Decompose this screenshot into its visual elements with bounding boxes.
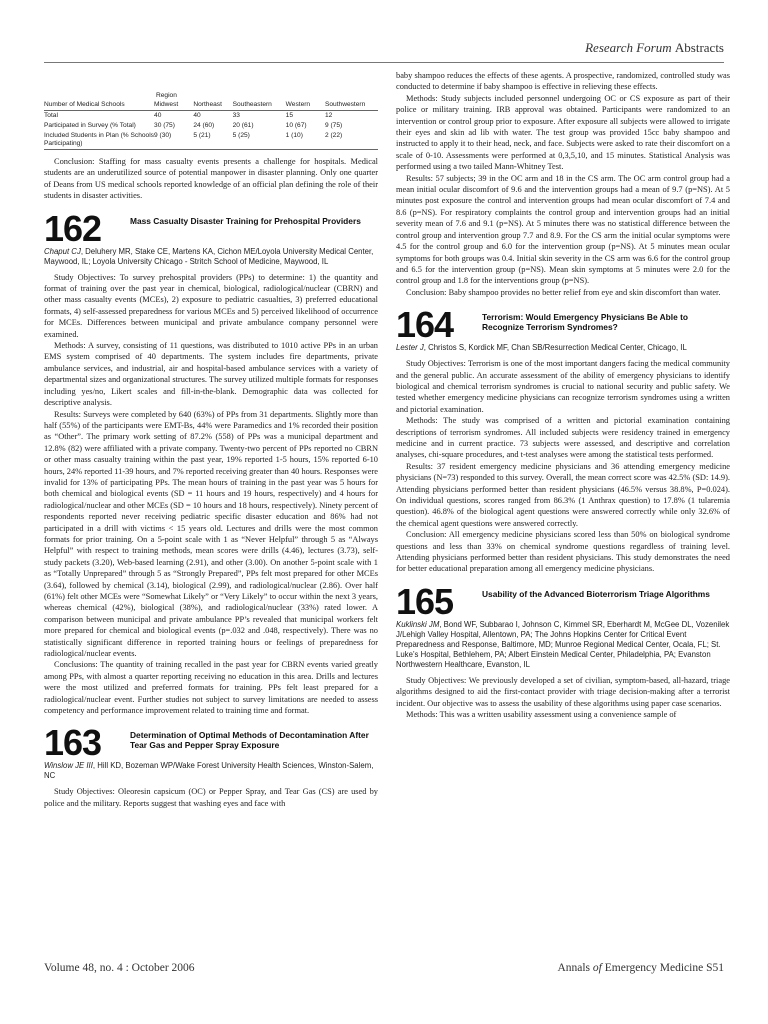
footer-page-number: S51 (706, 962, 724, 974)
table-header-row (44, 100, 378, 111)
abstract-165-coauthors: , Bond WF, Subbarao I, Johnson C, Kimmel SR, Eberhardt M, McGee DL, Vozenilek J/Lehigh Valley Hospital, Allentown, PA; The Johns Hopkins Center for Critical Event Preparedness and Response, Baltimore, MD; Munroe Regional Medical Center, Ocala, FL; St. Luke’s Hospital, Bethlehem, PA; Albert Einstein Medical Center, Philadelphia, PA; Evanston Northwestern Healthcare, Evanston, IL (396, 619, 730, 669)
medical-schools-table (44, 92, 378, 152)
abstract-162-methods: Methods: A survey, consisting of 11 questions, was distributed to 1010 active PPs in an urban EMS system comprised of 40 departments. The system includes fire departments, private ambulance services, and industrial, air and hospital-based ambulance services with a variety of departmental sizes and organizational structures. The survey utilized multiple formats for responses including yes/no, Likert scales and fill-in-the-blank. Demographic data was collected for descriptive analysis. (44, 341, 378, 408)
abstract-164-methods: Methods: The study was comprised of a written and pictorial examination containing descriptions of terrorism syndromes. All included subjects were residency trained in emergency medicine and in current practice. 73 subjects were assessed, and descriptive and correlation analyses, chi-square procedures, and t-test analyses were among the statistical tests performed. (396, 416, 730, 460)
table-header-cell: Western (285, 101, 311, 108)
footer-volume: Volume 48, no. 4 : October 2006 (44, 962, 195, 974)
header-rule (44, 62, 724, 63)
table-cell: 5 (25) (232, 132, 250, 139)
abstract-163-head (44, 722, 378, 764)
running-head-italic: Research Forum (585, 40, 672, 55)
footer-journal-of: of (592, 962, 602, 974)
running-head (585, 40, 724, 56)
abstract-165-authors (396, 620, 730, 670)
abstract-165-head (396, 580, 730, 622)
abstract-165-lead-author: Kuklinski JM (396, 619, 440, 629)
table-row (44, 121, 378, 131)
table-header-cell: Midwest (154, 101, 179, 108)
table-cell: Participated in Survey (% Total) (44, 122, 136, 129)
abstract-164-number: 164 (396, 304, 454, 346)
abstract-163-objectives: Study Objectives: Oleoresin capsicum (OC) or Pepper Spray, and Tear Gas (CS) are used by police and the military. Reports suggest that washing eyes and face with (44, 787, 378, 808)
abstract-162-number: 162 (44, 207, 102, 249)
table-header-cell: Southwestern (324, 101, 366, 108)
abstract-163-lead-author: Winslow JE III (44, 761, 93, 771)
abstract-164-objectives: Study Objectives: Terrorism is one of the most important dangers facing the medical community and the general public. An accurate assessment of the ability of emergency physicians to identify biological and chemical terrorism syndromes is crucial to national security and public safety. We tested whether emergency medicine physicians can recognize terrorism syndromes using a written and pictorial examination. (396, 359, 730, 414)
table-cell: 30 (75) (154, 122, 175, 129)
abstract-162-results: Results: Surveys were completed by 640 (63%) of PPs from 31 departments. Slightly more than half (55%) of the participants were EMT-Bs, 44% were Paramedics and 1% recorded their position as “Other”. The primary work setting of 87.2% (558) of PPs was a municipal department and 12.8% (82) were affiliated with a private company. Twenty-two percent of PPs reported no CBRN or other mass casualty training within the past year, 19% reported 1-5 hours, 15% reported 6-10 hours, 24% reported 11-39 hours, and 7% reported receiving greater than 40 hours. Responses were invalid for 13% of participating PPs. The mean hours of training in the past year was 5 hours for both chemical and biological events (SD = 11 hours and 19 hours, respectively) and 4 hours for radiological/nuclear and other MCEs (SD = 10 hours and 18 hours, respectively). Ninety percent of respondents reported never receiving pediatric specific disaster education and 86% had not participated in a drill with victims < 15 years old. Lectures and drills were the most common formats for prior training. On a 5-point scale with 1 as “Never Helpful” through 5 as “Always Helpful” with respect to training methods, mean scores were drills (4.46), lectures (3.73), self-study packets (3.20), Web-based learning (2.91), and other (3.00). On another 5-point scale with 1 as “Totally Unprepared” through 5 as “Strongly Prepared”, PPs felt most prepared for other MCEs (3.64), followed by chemical (3.14), biological (2.99), and radiological/nuclear (2.86). Over half (61%) felt other MCEs were “Somewhat Likely” or “Very Likely” to occur within the next 3 years, whereas chemical (42%), biological (38%), and radiological/nuclear (33%) rated lower. A comparison between municipal and private ambulance PP’s revealed that municipal workers felt more prepared for chemical and biological events (p=.032 and .048, respectively). There was no statistically significant difference in reported training hours or feelings of preparedness for radiological/nuclear events. (44, 409, 378, 659)
table-cell: 5 (21) (193, 132, 211, 139)
table-row (44, 131, 378, 149)
abstract-163-number: 163 (44, 722, 102, 764)
table-bottom-rule (44, 149, 378, 152)
abstract-164-coauthors: , Christos S, Kordick MF, Chan SB/Resurrection Medical Center, Chicago, IL (423, 343, 687, 353)
abstract-163-results: Results: 57 subjects; 39 in the OC arm and 18 in the CS arm. The OC arm control group had a mean initial ocular discomfort of 9.6 and the intervention groups had a mean of 9.7 (p=NS). At 5 minutes post exposure the control and intervention groups had mean ocular discomfort of 7.4 and 8.6 (p=NS). For respiratory complaints the control group and intervention groups had an initial severity mean of 7.6 and 9.1 (p=NS). At 5 minutes there was no statistical difference between the control group and intervention group 7.7 and 8.9. For the CS arm the initial ocular symptoms were 4.5 for the control group and 6.0 for the intervention group (p=NS). At 5 minutes mean ocular symptoms for both groups was 0.4. Initial skin severity in the CS arm was 6.6 for the control group and 6.5 for the intervention group (p=NS). Mean skin symptoms at 5 minutes were 2.0 for the control group and 1.8 for the interventions group (p=NS). (396, 173, 730, 286)
abstract-161-conclusion: Conclusion: Staffing for mass casualty events presents a challenge for hospitals. Medical students are an underutilized source of potential manpower in disaster planning. Only one quarter of Deans from US medical schools reported knowledge of an official plan defining the role of their students in disaster activities. (44, 157, 378, 201)
table-cell: 9 (75) (324, 122, 343, 129)
abstract-164-results: Results: 37 resident emergency medicine physicians and 36 attending emergency medicine physicians (N=73) responded to this survey. Overall, the mean correct score was 42.5% (SD: 14.9). Attending physicians performed better than resident physicians (46.5% versus 38.8%, P=0.024). On individual questions, scores ranged from 86.3% (1 Anthrax question) to 17.8% (1 tularemia question). 46.8% of the biological agent questions were answered correctly while only 32.6% of the chemical agent questions were answered correctly. (396, 461, 730, 528)
table-cell: Included Students in Plan (% Schools Participating) (44, 132, 154, 147)
table-cell: 24 (60) (193, 122, 215, 129)
abstract-162-title: Mass Casualty Disaster Training for Prehospital Providers (130, 215, 361, 226)
table-cell: 2 (22) (324, 132, 343, 139)
left-column (44, 70, 378, 809)
running-head-plain: Abstracts (674, 40, 724, 55)
abstract-163-authors (44, 761, 378, 781)
table-cell: 1 (10) (285, 132, 303, 139)
table-cell: 40 (193, 112, 201, 119)
abstract-163-coauthors: , Hill KD, Bozeman WP/Wake Forest University Health Sciences, Winston-Salem, NC (44, 761, 374, 781)
abstract-165-number: 165 (396, 580, 454, 622)
abstract-162-authors (44, 247, 378, 267)
table-cell: 10 (67) (285, 122, 307, 129)
table-cell: Total (44, 112, 58, 119)
abstract-165-methods: Methods: This was a written usability assessment using a convenience sample of (406, 710, 677, 720)
footer-journal (557, 962, 724, 974)
abstract-163-methods: Methods: Study subjects included personnel undergoing OC or CS exposure as part of their police or military training. IRB approval was obtained. Participants were randomized to an intervention or control group prior to exposure. After exposure all subjects were allowed to irrigate their eyes and skin ad lib with water. The test group was provided 15cc baby shampoo and instructed to apply it to their head, neck, and face. Subjects were asked to rate their discomfort on a scale of 0-10. Assessments were performed at 0,3,5,10, and 15 minutes. Statistical Analysis was performed using a two tailed Mann-Whitney Test. (396, 93, 730, 172)
right-column (396, 70, 730, 720)
table-cell: 12 (324, 112, 333, 119)
table-header-cell: Northeast (193, 101, 222, 108)
abstract-163-conclusion: Conclusion: Baby shampoo provides no better relief from eye and skin discomfort than water. (406, 287, 721, 297)
footer-journal-name-b: Emergency Medicine (604, 962, 704, 974)
table-cell: 33 (232, 112, 240, 119)
abstract-162-lead-author: Chaput CJ (44, 246, 81, 256)
abstract-163-objectives-continued: baby shampoo reduces the effects of these agents. A prospective, randomized, controlled study was conducted to determine if baby shampoo is effective in relieving these effects. (396, 71, 730, 92)
abstract-164-head (396, 304, 730, 346)
table-row (44, 111, 378, 121)
abstract-162-objectives: Study Objectives: To survey prehospital providers (PPs) to determine: 1) the quantity and format of training over the past year in chemical, biological, radiological/nuclear (CBRN) and other mass casualty events (MCEs), 2) exposure to pediatric casualties, 3) preferred educational formats, 4) self-assessed preparedness for various MCEs and 5) perceived likelihood of occurrence for MCEs. Differences between municipal and private ambulance company personnel were examined. (44, 272, 378, 339)
table-cell: 40 (154, 112, 162, 119)
abstract-162-conclusions: Conclusions: The quantity of training recalled in the past year for CBRN events varied greatly among PPs, with almost a quarter reporting receiving no education in this area. Drills and lectures were the most utilized and preferred formats for training. PPs felt least prepared for a radiological/nuclear event. Further studies not subject to survey limitations are needed to assess competency and performance improvement related to training time and format. (44, 660, 378, 716)
footer-journal-name-a: Annals (557, 962, 591, 974)
table-cell: 15 (285, 112, 294, 119)
abstract-163 (44, 722, 378, 809)
abstract-162-coauthors: , Deluhery MR, Stake CE, Martens KA, Cichon ME/Loyola University Medical Center, Maywood, IL; Loyola University Chicago - Stritch School of Medicine, Maywood, IL (44, 246, 374, 266)
abstract-164-authors (396, 343, 730, 353)
table-region-label: Region (156, 92, 177, 99)
abstract-165-objectives: Study Objectives: We previously developed a set of civilian, symptom-based, all-hazard, triage algorithms designed to aid the first-contact provider with triage decision-making after a terrorist incident. Our objective was to assess the usability of these algorithms using paper case scenarios. (396, 675, 730, 708)
abstract-162 (44, 207, 378, 717)
abstract-163-title: Determination of Optimal Methods of Decontamination After Tear Gas and Pepper Spray Exposure (130, 730, 369, 751)
abstract-164-conclusion: Conclusion: All emergency medicine physicians scored less than 50% on biological syndrome questions and less than 33% on chemical syndrome questions regardless of training level. Attending physicians performed better than resident physicians. This study demonstrates the need for better educational preparation among all emergency medicine physicians. (396, 530, 730, 574)
table-cell: 20 (61) (232, 122, 254, 129)
abstract-165-title: Usability of the Advanced Bioterrorism Triage Algorithms (482, 588, 710, 599)
table-header-cell: Number of Medical Schools (44, 101, 125, 108)
table-header-cell: Southeastern (232, 101, 272, 108)
abstract-164-lead-author: Lester J (396, 343, 424, 353)
table-cell: 9 (30) (154, 132, 172, 139)
abstract-164-title: Terrorism: Would Emergency Physicians Be Able to Recognize Terrorism Syndromes? (482, 312, 689, 333)
abstract-164 (396, 304, 730, 575)
abstract-165 (396, 580, 730, 721)
abstract-162-head (44, 207, 378, 249)
